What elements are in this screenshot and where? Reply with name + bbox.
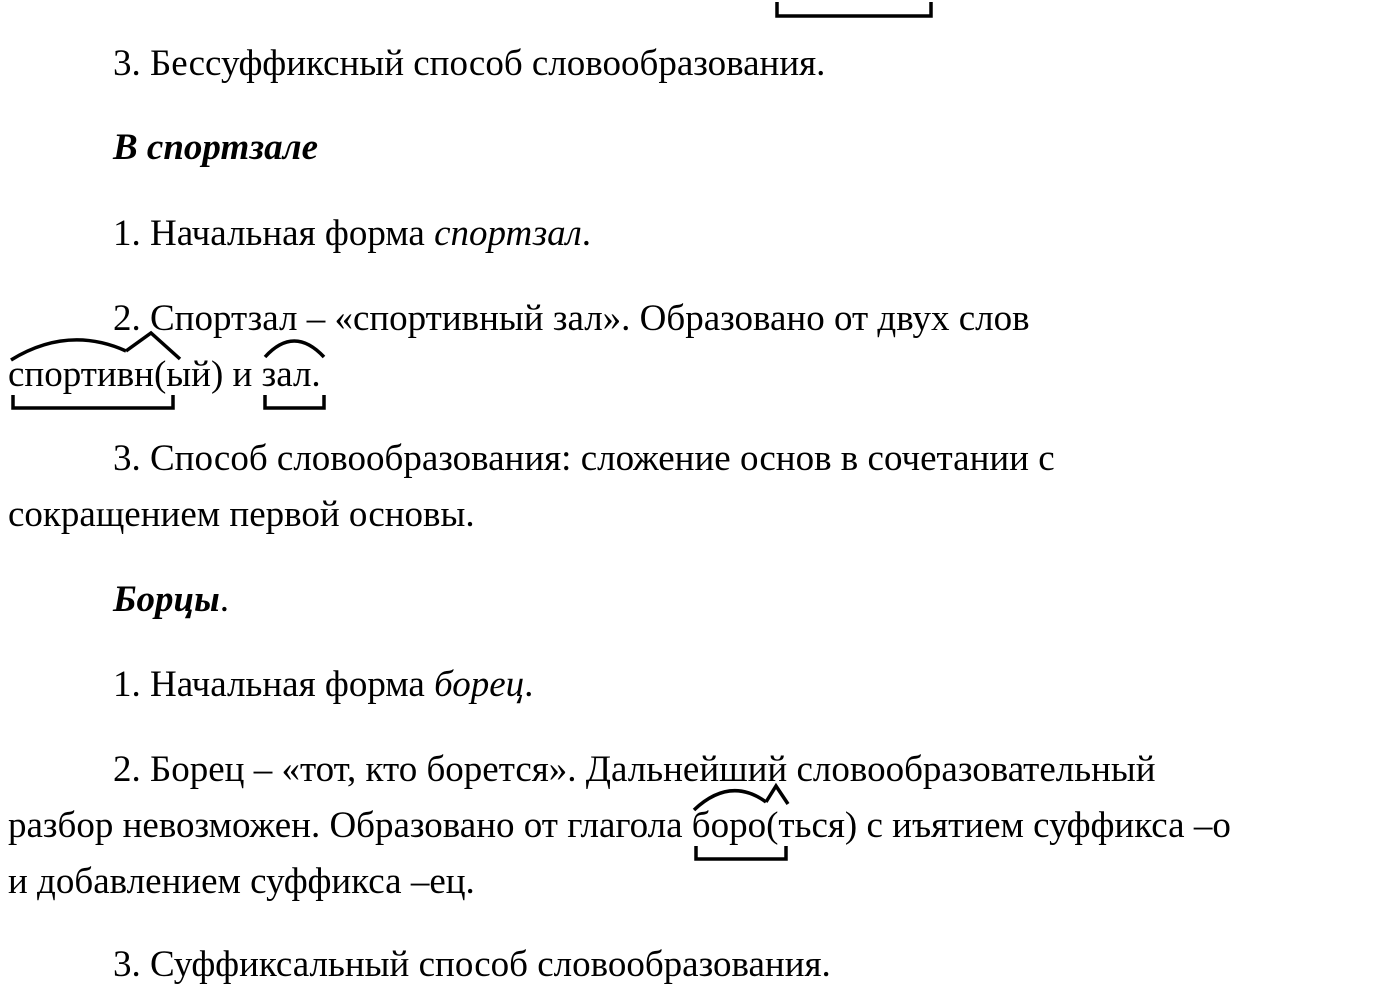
paragraph-s3-1 — [113, 657, 533, 713]
paragraph-s3-2-line2 — [8, 798, 1231, 854]
paragraph-text: 1. Начальная форма — [113, 664, 435, 705]
morpheme-word-sportivn — [8, 347, 154, 403]
word-ending: (ый) и — [153, 354, 262, 395]
italic-word: спортзал — [434, 213, 582, 254]
base-bracket-fragment — [0, 0, 1400, 30]
word-text: спортивн — [8, 354, 154, 395]
stem-bracket — [696, 846, 786, 859]
paragraph-s2-1 — [113, 206, 591, 262]
heading-text: В спортзале — [113, 127, 319, 168]
punct: . — [524, 664, 534, 705]
paragraph-s3-2-line3: и добавлением суффикса –ец. — [8, 861, 475, 902]
stem-bracket — [265, 395, 324, 408]
section-heading-sportzale — [113, 120, 318, 176]
morpheme-word-boro — [692, 798, 766, 854]
paragraph-s2-2-line2 — [8, 347, 321, 403]
paragraph-s2-2-line1: 2. Спортзал – «спортивный зал». Образовано от двух слов — [113, 298, 1030, 339]
paragraph-text: разбор невозможен. Образовано от глагола — [8, 805, 692, 846]
paragraph-text: 1. Начальная форма — [113, 213, 435, 254]
italic-word: борец — [434, 664, 525, 705]
paragraph-s1-3: 3. Бессуффиксный способ словообразования. — [113, 43, 826, 84]
punct: . — [311, 354, 321, 395]
word-text: зал — [261, 354, 312, 395]
paragraph-s2-3-line1: 3. Способ словообразования: сложение основ в сочетании с — [113, 438, 1055, 479]
paragraph-s3-3: 3. Суффиксальный способ словообразования. — [113, 944, 831, 985]
word-text: боро — [691, 805, 767, 846]
paragraph-s2-3-line2: сокращением первой основы. — [8, 494, 475, 535]
morpheme-word-zal — [262, 347, 312, 403]
section-heading-bortsy — [113, 572, 229, 628]
paragraph-s3-2-line1: 2. Борец – «тот, кто борется». Дальнейший словообразовательный — [113, 749, 1156, 790]
punct: . — [219, 579, 230, 620]
stem-bracket — [13, 395, 173, 408]
punct: . — [581, 213, 592, 254]
paragraph-text: (ться) с иъятием суффикса –о — [766, 805, 1231, 846]
heading-text: Борцы — [113, 579, 220, 620]
